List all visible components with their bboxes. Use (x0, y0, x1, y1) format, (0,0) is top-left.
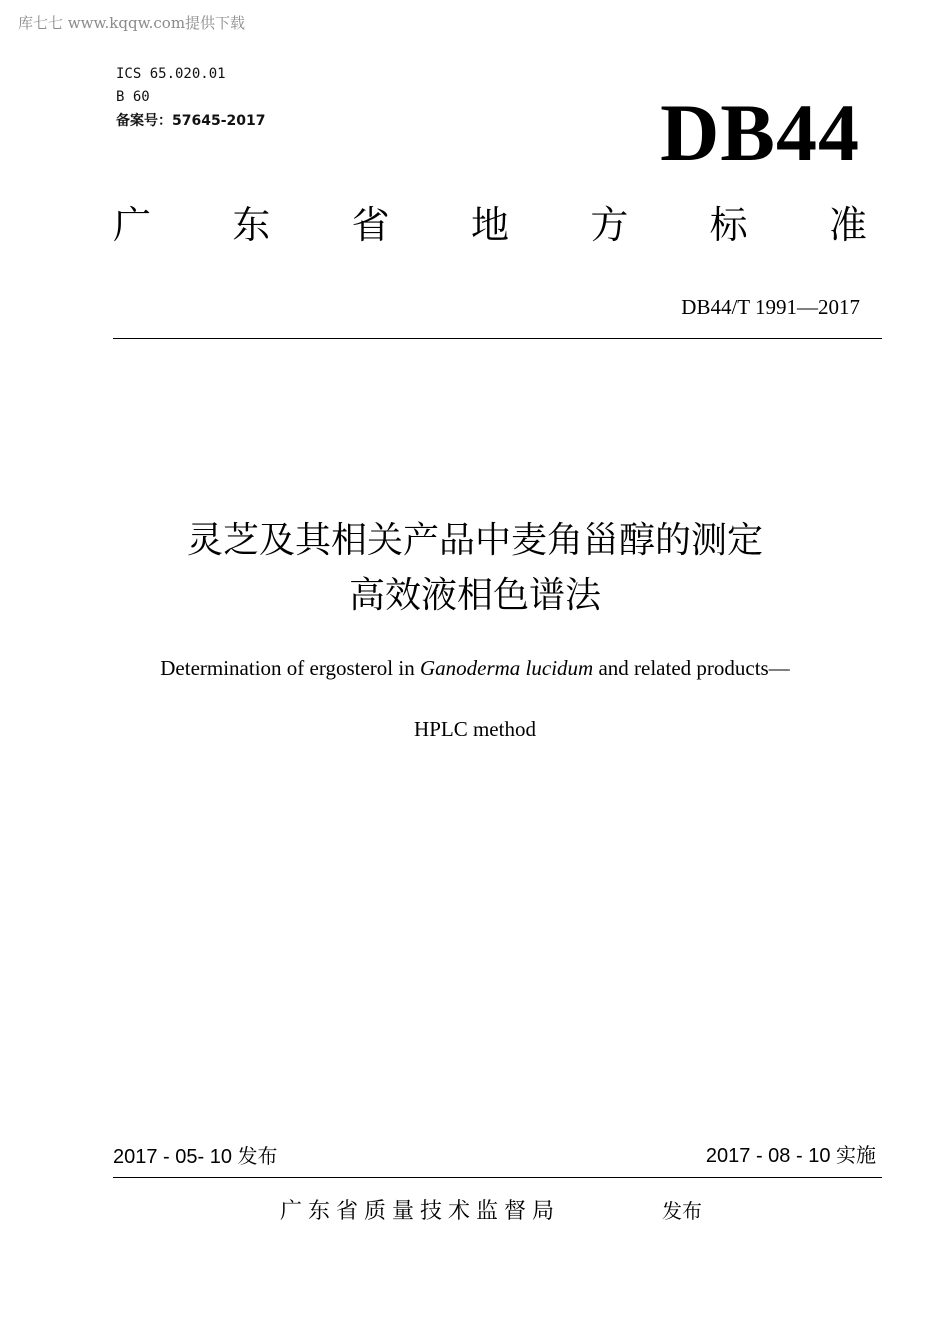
title-en-line2: HPLC method (414, 717, 536, 741)
title-cn-line2: 高效液相色谱法 (348, 575, 601, 616)
ics-code: ICS 65.020.01 (116, 66, 226, 82)
title-en-line1 (0, 656, 950, 681)
standard-type-heading (113, 203, 867, 247)
record-number: 备案号：57645-2017 (116, 113, 266, 129)
standard-type-char: 地 (470, 203, 509, 247)
ccs-code: B 60 (116, 89, 150, 105)
standard-logo: DB44 (660, 87, 860, 178)
title-cn-line1: 灵芝及其相关产品中麦角甾醇的测定 (186, 520, 763, 561)
standard-type-char: 省 (351, 203, 390, 247)
standard-type-char: 标 (709, 203, 748, 247)
implement-date: 2017 - 08 - 10 实施 (705, 1145, 876, 1167)
footer-divider (113, 1177, 882, 1178)
standard-type-char: 方 (590, 203, 629, 247)
header-divider (113, 338, 882, 339)
standard-type-char: 东 (232, 203, 271, 247)
issuing-authority: 广东省质量技术监督局 (280, 1199, 561, 1224)
publish-date: 2017 - 05- 10 发布 (113, 1146, 278, 1168)
title-en-text: Determination of ergosterol in (160, 656, 420, 680)
standard-type-char: 准 (828, 203, 867, 247)
title-en-species: Ganoderma lucidum (419, 656, 594, 680)
title-en-text: and related products— (593, 656, 790, 680)
standard-number: DB44/T 1991—2017 (681, 295, 860, 319)
issuing-verb: 发布 (662, 1199, 702, 1223)
watermark-text: 库七七 www.kqqw.com提供下载 (18, 14, 246, 32)
standard-type-char: 广 (113, 203, 152, 247)
